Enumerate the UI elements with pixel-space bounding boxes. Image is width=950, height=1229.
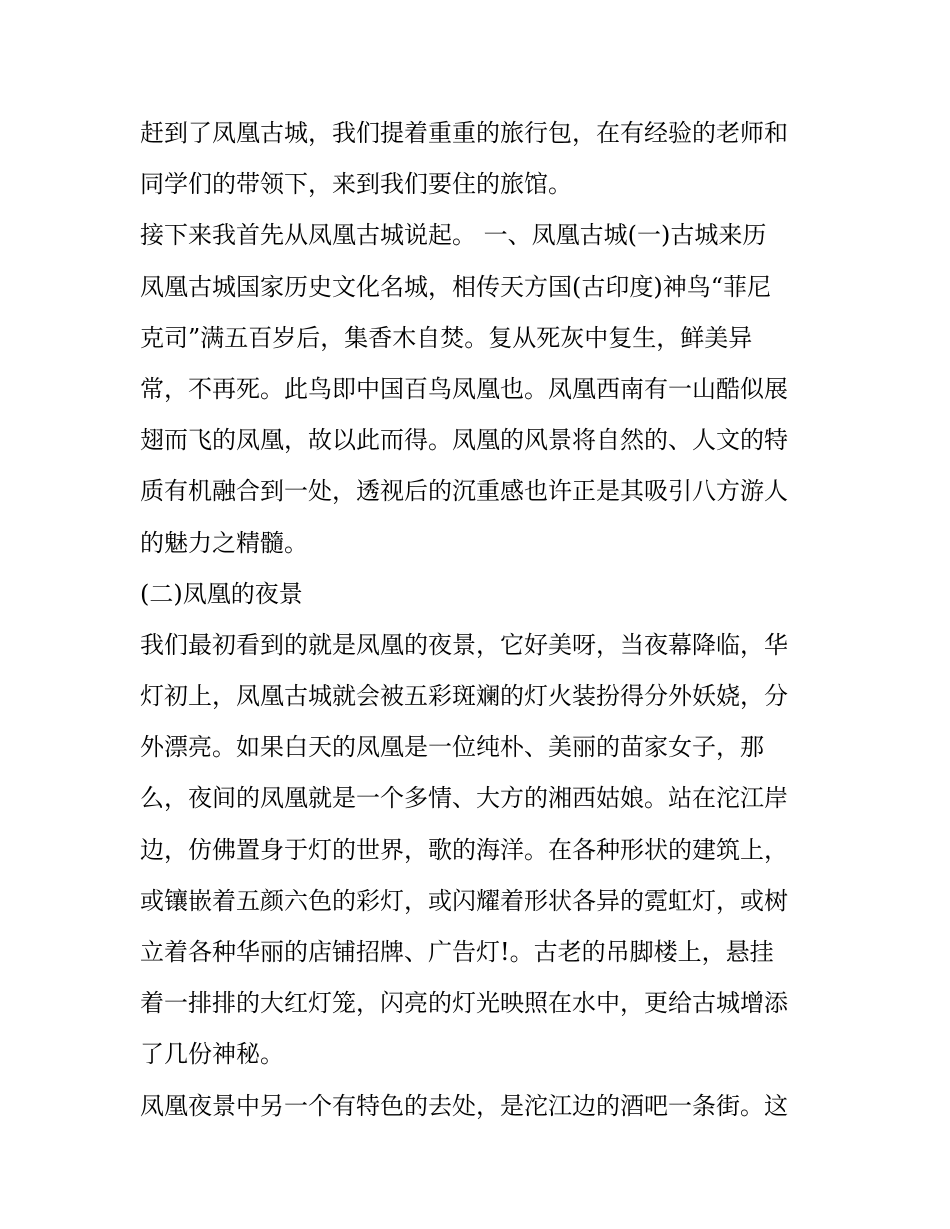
text-line: 我们最初看到的就是凤凰的夜景，它好美呀，当夜幕降临，华 <box>140 630 788 659</box>
text-line: 同学们的带领下，来到我们要住的旅馆。 <box>140 170 572 199</box>
text-line: 质有机融合到一处，透视后的沉重感也许正是其吸引八方游人 <box>140 477 788 506</box>
text-line: 克司”满五百岁后，集香木自焚。复从死灰中复生，鲜美异 <box>140 323 753 352</box>
text-line: 凤凰古城国家历史文化名城，相传天方国(古印度)神鸟“菲尼 <box>140 272 771 301</box>
text-line: 了几份神秘。 <box>140 1040 284 1069</box>
text-line: 么，夜间的凤凰就是一个多情、大方的湘西姑娘。站在沱江岸 <box>140 784 788 813</box>
text-line: 灯初上，凤凰古城就会被五彩斑斓的灯火装扮得分外妖娆，分 <box>140 682 788 711</box>
section-heading: (二)凤凰的夜景 <box>140 579 303 608</box>
text-line: 外漂亮。如果白天的凤凰是一位纯朴、美丽的苗家女子，那 <box>140 733 764 762</box>
text-line: 赶到了凤凰古城，我们提着重重的旅行包，在有经验的老师和 <box>140 119 788 147</box>
text-line: 的魅力之精髓。 <box>140 528 308 557</box>
text-line: 凤凰夜景中另一个有特色的去处，是沱江边的酒吧一条街。这 <box>140 1091 788 1120</box>
text-line: 翅而飞的凤凰，故以此而得。凤凰的风景将自然的、人文的特 <box>140 426 788 455</box>
text-line: 立着各种华丽的店铺招牌、广告灯!。古老的吊脚楼上，悬挂 <box>140 938 774 966</box>
text-line: 着一排排的大红灯笼，闪亮的灯光映照在水中，更给古城增添 <box>140 989 788 1018</box>
text-line: 边，仿佛置身于灯的世界，歌的海洋。在各种形状的建筑上， <box>140 835 788 864</box>
document-body <box>140 108 830 1132</box>
text-line: 或镶嵌着五颜六色的彩灯，或闪耀着形状各异的霓虹灯，或树 <box>140 886 788 915</box>
text-line: 接下来我首先从凤凰古城说起。 一、凤凰古城(一)古城来历 <box>140 221 767 250</box>
text-line: 常，不再死。此鸟即中国百鸟凤凰也。凤凰西南有一山酷似展 <box>140 374 788 403</box>
